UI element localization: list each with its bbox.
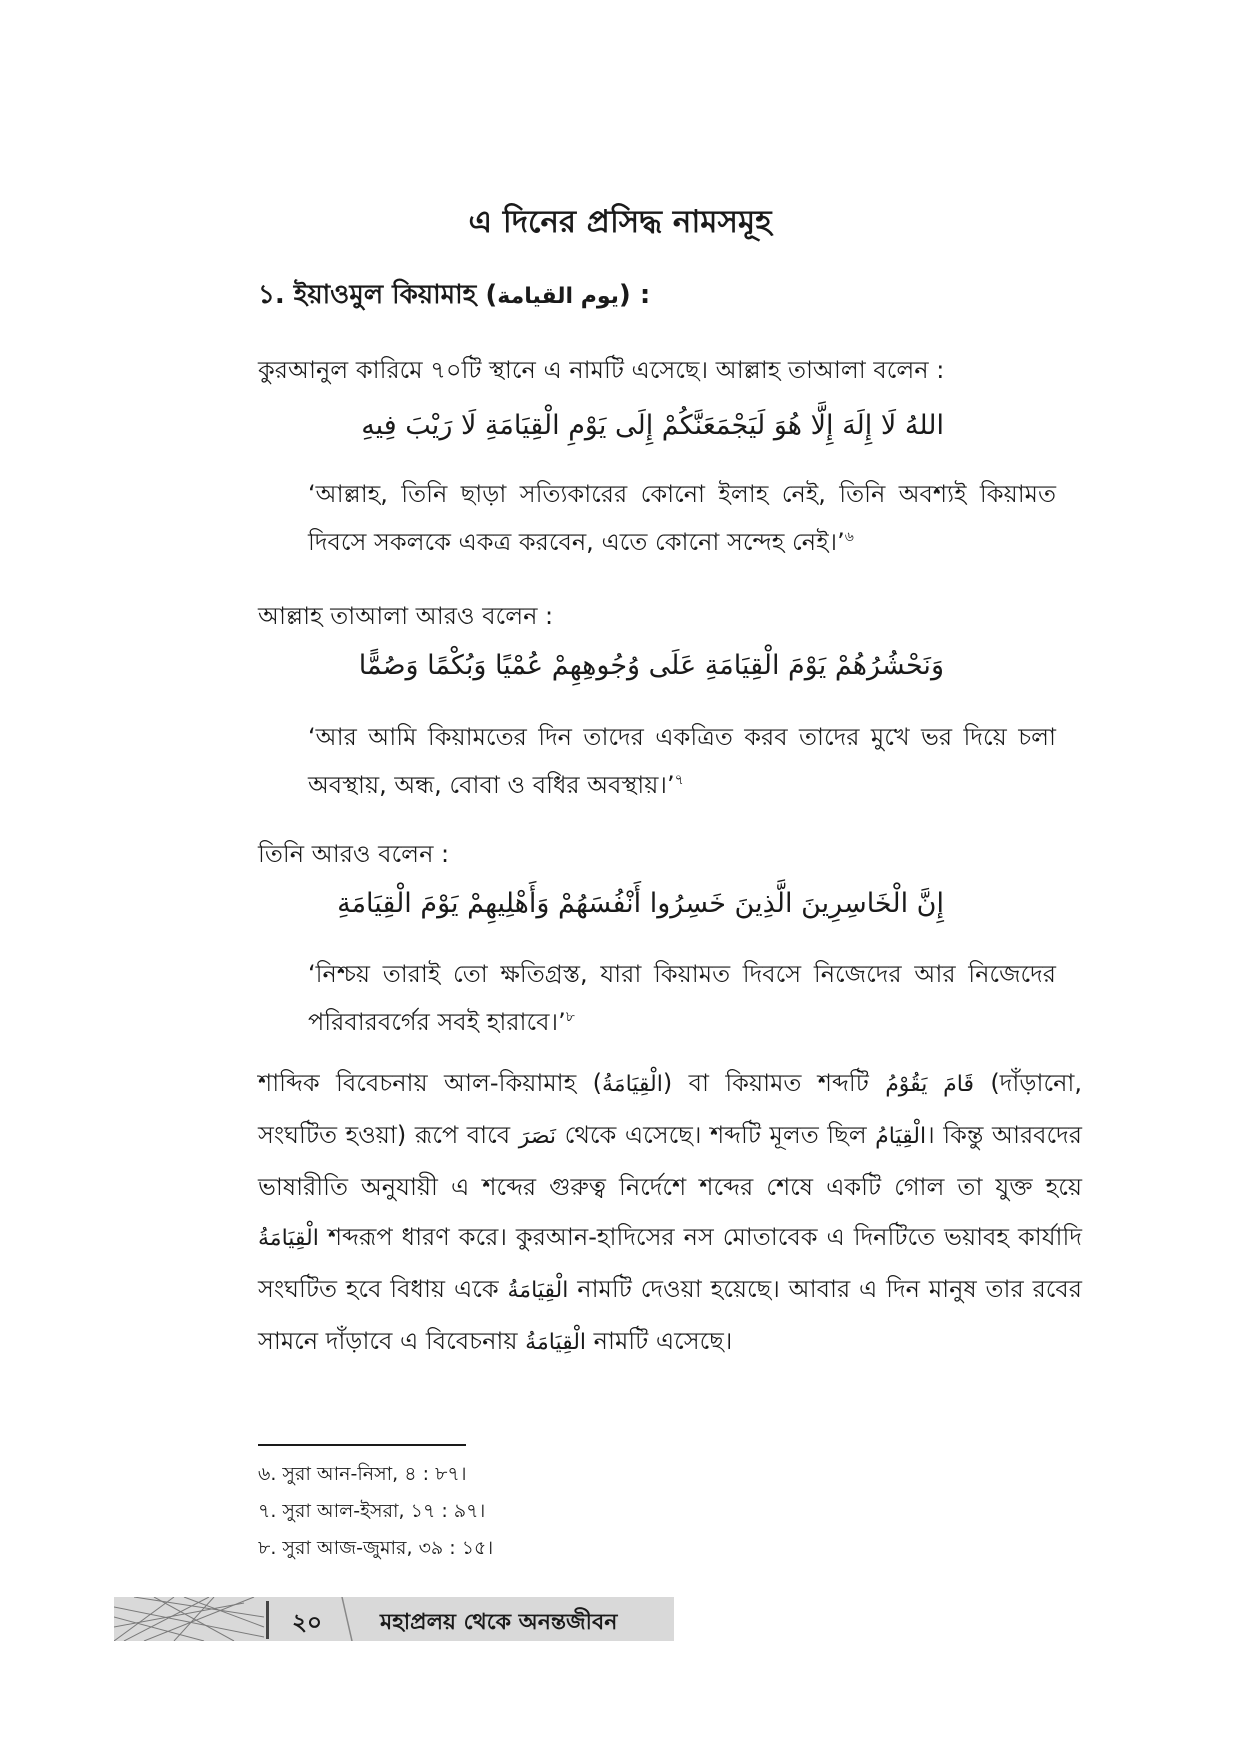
footnote-ref: ৮ [565,1009,575,1025]
quran-verse: وَنَحْشُرُهُمْ يَوْمَ الْقِيَامَةِ عَلَى وُجُوهِهِمْ عُمْيًا وَبُكْمًا وَصُمًّا [358,650,944,681]
verse-translation [308,713,1056,809]
section-heading-text: ১. ইয়াওমুল কিয়ামাহ ( [258,280,498,310]
arabic-term: الْقِيَامَةُ [601,1072,663,1097]
page-number: ২০ [292,1610,322,1636]
intro-paragraph: তিনি আরও বলেন : [258,840,450,868]
intro-paragraph: আল্লাহ তাআলা আরও বলেন : [258,602,554,630]
footnote-item: ৬. সুরা আন-নিসা, ৪ : ৮৭। [258,1463,467,1485]
translation-text: ‘নিশ্চয় তারাই তো ক্ষতিগ্রস্ত, যারা কিয়ামত দিবসে নিজেদের আর নিজেদের পরিবারবর্গের সবই হারাবে।’ [308,960,1056,1036]
page-footer [114,1597,674,1641]
quran-verse: اللهُ لَا إِلَهَ إِلَّا هُوَ لَيَجْمَعَنَّكُمْ إِلَى يَوْمِ الْقِيَامَةِ لَا رَيْبَ فِيهِ [361,410,944,441]
section-heading-suffix: ) : [618,280,651,310]
body-text-run: নামটি এসেছে। [586,1327,733,1355]
quran-verse: إِنَّ الْخَاسِرِينَ الَّذِينَ خَسِرُوا أَنْفُسَهُمْ وَأَهْلِيهِمْ يَوْمَ الْقِيَامَةِ [337,888,944,919]
section-heading-arabic: يوم القيامة [497,284,619,309]
footnote-item: ৮. সুরা আজ-জুমার, ৩৯ : ১৫। [258,1537,494,1559]
arabic-term: نَصَرَ [518,1124,557,1149]
translation-text: ‘আর আমি কিয়ামতের দিন তাদের একত্রিত করব তাদের মুখে ভর দিয়ে চলা অবস্থায়, অন্ধ, বোবা ও বধির অবস্থায়।’ [308,723,1056,799]
body-paragraph [258,1058,1082,1368]
body-text-run: । কিন্তু আরবদের ভাষারীতি অনুযায়ী এ শব্দের গুরুত্ব নির্দেশে শব্দের শেষে একটি গোল তা যুক্ত হয়ে [258,1121,1082,1201]
arabic-term: الْقِيَامُ [875,1124,927,1149]
footnote-divider [258,1444,466,1446]
footnote-item: ৭. সুরা আল-ইসরা, ১৭ : ৯৭। [258,1500,486,1522]
page-title: এ দিনের প্রসিদ্ধ নামসমূহ [468,204,772,240]
book-title: মহাপ্রলয় থেকে অনন্তজীবন [380,1610,618,1635]
body-text-run: নামটি দেওয়া হয়েছে। আবার এ দিন মানুষ তার রবের সামনে দাঁড়াবে এ বিবেচনায় [258,1275,1082,1355]
body-text-run: ) বা কিয়ামত শব্দটি [662,1069,886,1097]
arabic-term: قَامَ يَقُوْمُ [885,1072,975,1097]
body-text-run: শাব্দিক বিবেচনায় আল-কিয়ামাহ ( [258,1069,602,1097]
footnotes [258,1456,493,1567]
intro-paragraph: কুরআনুল কারিমে ৭০টি স্থানে এ নামটি এসেছে। আল্লাহ তাআলা বলেন : [258,356,945,384]
verse-translation [308,950,1056,1046]
body-text-run: থেকে এসেছে। শব্দটি মূলত ছিল [556,1121,876,1149]
verse-translation [308,470,1056,566]
arabic-term: الْقِيَامَةُ [258,1226,319,1251]
body-text-run: (দাঁড়ানো, সংঘটিত হওয়া) রূপে বাবে [258,1069,1083,1149]
translation-text: ‘আল্লাহ, তিনি ছাড়া সত্যিকারের কোনো ইলাহ নেই, তিনি অবশ্যই কিয়ামত দিবসে সকলকে একত্র করবেন, এতে কোনো সন্দেহ নেই।’ [308,480,1056,556]
body-text-run: শব্দরূপ ধারণ করে। কুরআন-হাদিসের নস মোতাবেক এ দিনটিতে ভয়াবহ কার্যাদি সংঘটিত হবে বিধায় একে [258,1223,1082,1303]
arabic-term: الْقِيَامَةُ [507,1278,569,1303]
arabic-term: الْقِيَامَةُ [525,1330,587,1355]
footnote-ref: ৬ [844,529,854,545]
footnote-ref: ৭ [674,772,684,788]
section-heading [258,274,650,318]
